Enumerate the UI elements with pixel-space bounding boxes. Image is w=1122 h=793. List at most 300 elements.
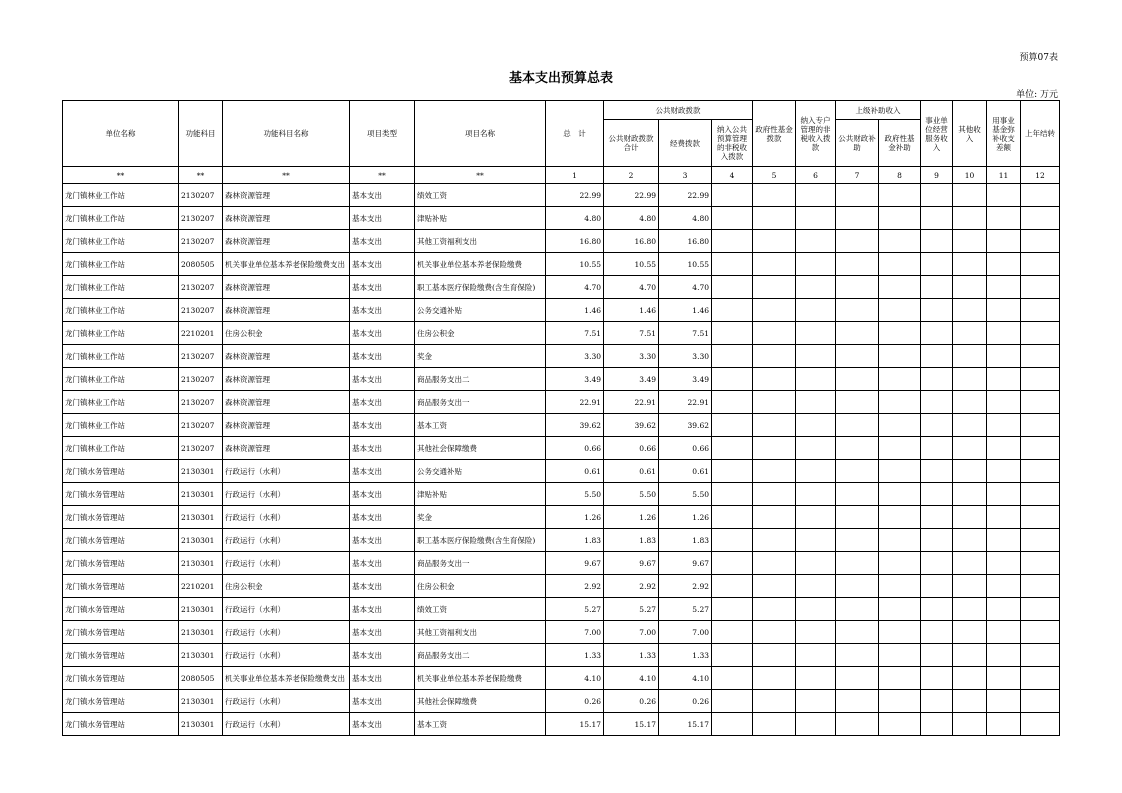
expense-cell: 1.83 [659,529,712,552]
total-cell: 9.67 [546,552,604,575]
special-mgmt-cell [796,437,836,460]
expense-cell: 16.80 [659,230,712,253]
expense-cell: 10.55 [659,253,712,276]
gov-fund-cell [753,483,796,506]
unit-cell: 龙门镇林业工作站 [63,437,179,460]
index-cell: 1 [546,167,604,184]
other-cell [953,345,987,368]
sup-gov-cell [879,414,921,437]
proj-name-cell: 奖金 [415,506,546,529]
business-cell [921,437,953,460]
sup-gov-cell [879,391,921,414]
unit-cell: 龙门镇水务管理站 [63,575,179,598]
total-cell: 16.80 [546,230,604,253]
star-cell: ** [350,167,415,184]
gov-fund-cell [753,713,796,736]
expense-cell: 3.49 [659,368,712,391]
business-cell [921,506,953,529]
table-row [63,368,1060,391]
proj-type-cell: 基本支出 [350,437,415,460]
total-cell: 22.99 [546,184,604,207]
func-code-cell: 2130207 [179,207,223,230]
business-cell [921,322,953,345]
public-total-cell: 0.26 [604,690,659,713]
special-mgmt-cell [796,322,836,345]
sup-gov-cell [879,253,921,276]
special-mgmt-cell [796,506,836,529]
total-cell: 7.51 [546,322,604,345]
public-total-cell: 4.10 [604,667,659,690]
proj-type-cell: 基本支出 [350,230,415,253]
func-code-cell: 2130207 [179,368,223,391]
gov-fund-cell [753,437,796,460]
sup-public-cell [836,414,879,437]
table-row [63,690,1060,713]
table-row [63,598,1060,621]
business-cell [921,184,953,207]
sup-gov-cell [879,690,921,713]
proj-type-cell: 基本支出 [350,529,415,552]
func-code-cell: 2130207 [179,276,223,299]
business-cell [921,667,953,690]
special-nontax-cell [712,506,753,529]
special-mgmt-cell [796,276,836,299]
sup-public-cell [836,483,879,506]
public-total-cell: 22.99 [604,184,659,207]
func-name-cell: 行政运行（水利） [223,529,350,552]
gov-fund-cell [753,299,796,322]
sup-public-cell [836,621,879,644]
proj-type-cell: 基本支出 [350,345,415,368]
expense-cell: 4.10 [659,667,712,690]
special-nontax-cell [712,598,753,621]
unit-cell: 龙门镇林业工作站 [63,391,179,414]
public-total-cell: 5.50 [604,483,659,506]
table-row [63,230,1060,253]
proj-name-cell: 基本工资 [415,414,546,437]
proj-type-cell: 基本支出 [350,483,415,506]
proj-type-cell: 基本支出 [350,414,415,437]
other-cell [953,207,987,230]
unit-cell: 龙门镇水务管理站 [63,690,179,713]
public-total-cell: 4.80 [604,207,659,230]
proj-name-cell: 其他工资福利支出 [415,621,546,644]
special-nontax-cell [712,276,753,299]
index-cell: 7 [836,167,879,184]
proj-name-cell: 绩效工资 [415,184,546,207]
balance-fund-cell [987,322,1021,345]
func-code-cell: 2130207 [179,414,223,437]
func-name-cell: 行政运行（水利） [223,644,350,667]
other-cell [953,391,987,414]
sup-public-cell [836,253,879,276]
func-name-cell: 行政运行（水利） [223,690,350,713]
other-cell [953,184,987,207]
func-name-cell: 森林资源管理 [223,391,350,414]
gov-fund-cell [753,184,796,207]
business-cell [921,230,953,253]
table-row [63,506,1060,529]
special-mgmt-cell [796,368,836,391]
balance-fund-cell [987,345,1021,368]
total-cell: 3.30 [546,345,604,368]
proj-name-cell: 住房公积金 [415,322,546,345]
index-cell: 5 [753,167,796,184]
index-cell: 3 [659,167,712,184]
special-nontax-cell [712,621,753,644]
business-cell [921,552,953,575]
func-code-cell: 2130301 [179,506,223,529]
table-row [63,713,1060,736]
business-cell [921,299,953,322]
table-row [63,253,1060,276]
total-cell: 1.83 [546,529,604,552]
unit-cell: 龙门镇水务管理站 [63,506,179,529]
unit-cell: 龙门镇林业工作站 [63,368,179,391]
last-year-cell [1021,368,1060,391]
balance-fund-cell [987,460,1021,483]
special-mgmt-cell [796,667,836,690]
func-code-cell: 2130301 [179,552,223,575]
special-nontax-cell [712,575,753,598]
total-cell: 3.49 [546,368,604,391]
header-index-row [63,167,1060,184]
business-cell [921,460,953,483]
other-cell [953,529,987,552]
proj-type-cell: 基本支出 [350,575,415,598]
last-year-cell [1021,322,1060,345]
special-mgmt-cell [796,414,836,437]
func-name-cell: 住房公积金 [223,575,350,598]
last-year-cell [1021,506,1060,529]
public-total-cell: 39.62 [604,414,659,437]
func-name-cell: 森林资源管理 [223,184,350,207]
public-total-cell: 0.66 [604,437,659,460]
proj-type-cell: 基本支出 [350,184,415,207]
unit-cell: 龙门镇林业工作站 [63,414,179,437]
proj-name-cell: 其他社会保障缴费 [415,690,546,713]
func-name-cell: 森林资源管理 [223,207,350,230]
proj-type-cell: 基本支出 [350,276,415,299]
other-cell [953,276,987,299]
other-cell [953,483,987,506]
expense-cell: 0.66 [659,437,712,460]
unit-cell: 龙门镇林业工作站 [63,230,179,253]
proj-name-cell: 其他社会保障缴费 [415,437,546,460]
other-cell [953,621,987,644]
sup-public-cell [836,345,879,368]
header-special-nontax: 纳入公共预算管理的非税收入拨款 [712,120,753,167]
last-year-cell [1021,667,1060,690]
business-cell [921,345,953,368]
gov-fund-cell [753,644,796,667]
func-name-cell: 机关事业单位基本养老保险缴费支出 [223,667,350,690]
table-row [63,483,1060,506]
sup-gov-cell [879,276,921,299]
sup-gov-cell [879,299,921,322]
total-cell: 10.55 [546,253,604,276]
other-cell [953,414,987,437]
gov-fund-cell [753,460,796,483]
sup-public-cell [836,575,879,598]
special-nontax-cell [712,322,753,345]
public-total-cell: 15.17 [604,713,659,736]
proj-name-cell: 职工基本医疗保险缴费(含生育保险) [415,529,546,552]
expense-cell: 22.91 [659,391,712,414]
total-cell: 4.70 [546,276,604,299]
sup-gov-cell [879,230,921,253]
proj-type-cell: 基本支出 [350,368,415,391]
header-total: 总 计 [546,101,604,167]
index-cell: 2 [604,167,659,184]
balance-fund-cell [987,644,1021,667]
sup-public-cell [836,184,879,207]
gov-fund-cell [753,506,796,529]
proj-name-cell: 奖金 [415,345,546,368]
header-func-name: 功能科目名称 [223,101,350,167]
expense-cell: 3.30 [659,345,712,368]
func-code-cell: 2130301 [179,598,223,621]
special-mgmt-cell [796,299,836,322]
balance-fund-cell [987,299,1021,322]
table-row [63,276,1060,299]
public-total-cell: 3.49 [604,368,659,391]
proj-type-cell: 基本支出 [350,322,415,345]
expense-cell: 7.51 [659,322,712,345]
balance-fund-cell [987,368,1021,391]
table-body [63,184,1060,736]
unit-cell: 龙门镇水务管理站 [63,621,179,644]
sup-public-cell [836,690,879,713]
func-name-cell: 行政运行（水利） [223,598,350,621]
special-nontax-cell [712,690,753,713]
business-cell [921,644,953,667]
special-nontax-cell [712,667,753,690]
sup-gov-cell [879,529,921,552]
last-year-cell [1021,299,1060,322]
func-name-cell: 住房公积金 [223,322,350,345]
special-mgmt-cell [796,207,836,230]
table-row [63,322,1060,345]
gov-fund-cell [753,414,796,437]
gov-fund-cell [753,276,796,299]
table-row [63,552,1060,575]
func-name-cell: 机关事业单位基本养老保险缴费支出 [223,253,350,276]
star-cell: ** [63,167,179,184]
table-row [63,299,1060,322]
expense-cell: 0.26 [659,690,712,713]
unit-cell: 龙门镇林业工作站 [63,184,179,207]
public-total-cell: 5.27 [604,598,659,621]
header-proj-type: 项目类型 [350,101,415,167]
total-cell: 0.66 [546,437,604,460]
last-year-cell [1021,598,1060,621]
other-cell [953,230,987,253]
func-code-cell: 2130207 [179,230,223,253]
table-row [63,529,1060,552]
last-year-cell [1021,276,1060,299]
special-nontax-cell [712,207,753,230]
unit-cell: 龙门镇林业工作站 [63,253,179,276]
special-mgmt-cell [796,391,836,414]
expense-cell: 39.62 [659,414,712,437]
special-mgmt-cell [796,713,836,736]
header-public-total: 公共财政拨款合计 [604,120,659,167]
public-total-cell: 0.61 [604,460,659,483]
gov-fund-cell [753,529,796,552]
public-total-cell: 1.33 [604,644,659,667]
sup-public-cell [836,368,879,391]
proj-type-cell: 基本支出 [350,506,415,529]
business-cell [921,690,953,713]
public-total-cell: 22.91 [604,391,659,414]
form-code: 预算07表 [1019,53,1058,63]
proj-name-cell: 住房公积金 [415,575,546,598]
public-total-cell: 7.00 [604,621,659,644]
proj-name-cell: 其他工资福利支出 [415,230,546,253]
sup-public-cell [836,230,879,253]
func-code-cell: 2130301 [179,621,223,644]
sup-gov-cell [879,460,921,483]
proj-name-cell: 商品服务支出一 [415,552,546,575]
last-year-cell [1021,230,1060,253]
func-name-cell: 行政运行（水利） [223,483,350,506]
proj-name-cell: 商品服务支出二 [415,644,546,667]
func-code-cell: 2130207 [179,437,223,460]
sup-gov-cell [879,575,921,598]
proj-name-cell: 基本工资 [415,713,546,736]
sup-public-cell [836,460,879,483]
total-cell: 5.27 [546,598,604,621]
expense-cell: 1.46 [659,299,712,322]
unit-cell: 龙门镇水务管理站 [63,552,179,575]
special-nontax-cell [712,644,753,667]
last-year-cell [1021,713,1060,736]
special-nontax-cell [712,483,753,506]
sup-gov-cell [879,644,921,667]
other-cell [953,506,987,529]
special-mgmt-cell [796,184,836,207]
last-year-cell [1021,690,1060,713]
balance-fund-cell [987,253,1021,276]
table-row [63,184,1060,207]
special-mgmt-cell [796,483,836,506]
special-mgmt-cell [796,253,836,276]
unit-cell: 龙门镇水务管理站 [63,483,179,506]
func-code-cell: 2080505 [179,253,223,276]
gov-fund-cell [753,667,796,690]
func-code-cell: 2130301 [179,529,223,552]
sup-public-cell [836,322,879,345]
total-cell: 15.17 [546,713,604,736]
proj-type-cell: 基本支出 [350,552,415,575]
index-cell: 12 [1021,167,1060,184]
balance-fund-cell [987,552,1021,575]
func-code-cell: 2130207 [179,299,223,322]
business-cell [921,253,953,276]
balance-fund-cell [987,207,1021,230]
header-sup-gov: 政府性基金补助 [879,120,921,167]
gov-fund-cell [753,345,796,368]
total-cell: 1.46 [546,299,604,322]
balance-fund-cell [987,575,1021,598]
other-cell [953,552,987,575]
func-name-cell: 行政运行（水利） [223,506,350,529]
public-total-cell: 9.67 [604,552,659,575]
gov-fund-cell [753,575,796,598]
sup-gov-cell [879,621,921,644]
total-cell: 1.26 [546,506,604,529]
balance-fund-cell [987,713,1021,736]
func-code-cell: 2130207 [179,391,223,414]
sup-gov-cell [879,345,921,368]
unit-cell: 龙门镇水务管理站 [63,644,179,667]
table-row [63,437,1060,460]
other-cell [953,437,987,460]
header-proj-name: 项目名称 [415,101,546,167]
total-cell: 39.62 [546,414,604,437]
special-mgmt-cell [796,621,836,644]
sup-public-cell [836,391,879,414]
index-cell: 8 [879,167,921,184]
gov-fund-cell [753,253,796,276]
public-total-cell: 1.83 [604,529,659,552]
index-cell: 10 [953,167,987,184]
last-year-cell [1021,621,1060,644]
special-mgmt-cell [796,230,836,253]
public-total-cell: 3.30 [604,345,659,368]
gov-fund-cell [753,207,796,230]
func-name-cell: 森林资源管理 [223,230,350,253]
last-year-cell [1021,184,1060,207]
public-total-cell: 4.70 [604,276,659,299]
business-cell [921,391,953,414]
special-nontax-cell [712,552,753,575]
table-row [63,391,1060,414]
expense-cell: 22.99 [659,184,712,207]
table-row [63,644,1060,667]
sup-public-cell [836,713,879,736]
other-cell [953,644,987,667]
public-total-cell: 7.51 [604,322,659,345]
gov-fund-cell [753,368,796,391]
table-row [63,207,1060,230]
proj-name-cell: 商品服务支出二 [415,368,546,391]
balance-fund-cell [987,230,1021,253]
sup-gov-cell [879,552,921,575]
index-cell: 6 [796,167,836,184]
sup-gov-cell [879,483,921,506]
expense-cell: 7.00 [659,621,712,644]
header-unit-name: 单位名称 [63,101,179,167]
sup-public-cell [836,506,879,529]
sup-public-cell [836,644,879,667]
proj-type-cell: 基本支出 [350,644,415,667]
func-code-cell: 2130207 [179,345,223,368]
unit-cell: 龙门镇林业工作站 [63,207,179,230]
proj-type-cell: 基本支出 [350,299,415,322]
other-cell [953,299,987,322]
header-expense: 经费拨款 [659,120,712,167]
public-total-cell: 2.92 [604,575,659,598]
special-mgmt-cell [796,552,836,575]
special-nontax-cell [712,529,753,552]
index-cell: 4 [712,167,753,184]
last-year-cell [1021,575,1060,598]
last-year-cell [1021,207,1060,230]
last-year-cell [1021,529,1060,552]
proj-name-cell: 津贴补贴 [415,483,546,506]
